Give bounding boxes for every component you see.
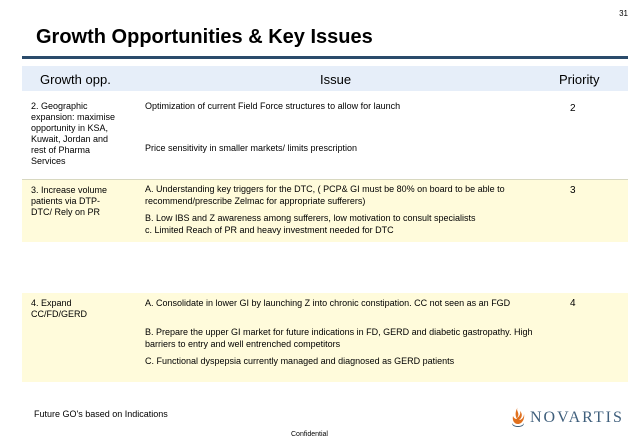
issue-text: Price sensitivity in smaller markets/ limits prescription: [145, 143, 358, 153]
issue-text: C. Functional dyspepsia currently managed and diagnosed as GERD patients: [145, 356, 455, 366]
novartis-logo: [510, 406, 622, 430]
logo-text: NOVARTIS: [530, 409, 624, 426]
issue-text: B. Low IBS and Z awareness among sufferers, low motivation to consult specialists: [145, 213, 476, 223]
issue-text: B. Prepare the upper GI market for future indications in FD, GERD and diabetic gastropathy. High barriers to entry and well entrenched competitors: [145, 327, 533, 349]
priority-value: 4: [570, 298, 576, 309]
page-number: 31: [619, 9, 628, 18]
priority-value: 2: [570, 103, 576, 114]
page-title: Growth Opportunities & Key Issues: [36, 26, 373, 48]
confidential-label: Confidential: [291, 431, 328, 438]
table-row: [22, 179, 628, 242]
title-divider: [22, 56, 628, 59]
footer-note: Future GO's based on Indications: [34, 409, 168, 419]
issue-text: A. Consolidate in lower GI by launching Z into chronic constipation. CC not seen as an FGD: [145, 298, 511, 308]
issue-text: Optimization of current Field Force structures to allow for launch: [145, 101, 401, 111]
novartis-flame-icon: [510, 406, 526, 428]
table-header: [22, 66, 628, 91]
issue-text: A. Understanding key triggers for the DTC, ( PCP& GI must be 80% on board to be able to recommend/prescribe Zelmac for appropriate sufferers): [145, 184, 505, 206]
growth-cell: 4. Expand CC/FD/GERD: [31, 298, 87, 319]
table-row: [22, 96, 628, 176]
priority-value: 3: [570, 185, 576, 196]
header-priority: Priority: [559, 72, 600, 87]
table-row: [22, 293, 628, 382]
growth-cell: 2. Geographic expansion: maximise opportunity in KSA, Kuwait, Jordan and rest of Pharma Services: [31, 101, 116, 166]
issue-text: c. Limited Reach of PR and heavy investment needed for DTC: [145, 225, 394, 235]
header-growth: Growth opp.: [40, 72, 111, 87]
header-issue: Issue: [320, 72, 352, 87]
growth-cell: 3. Increase volume patients via DTP-DTC/ Rely on PR: [31, 185, 108, 217]
